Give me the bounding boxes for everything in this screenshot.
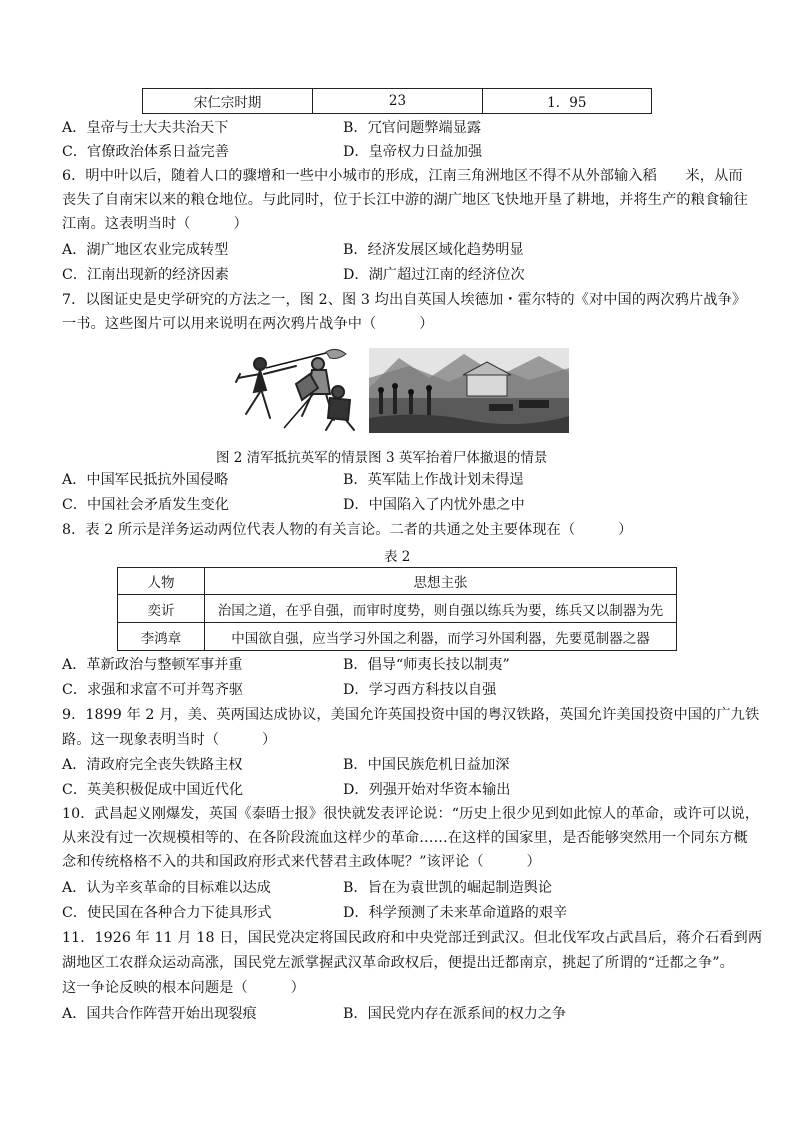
q8-option-a[interactable]: A．革新政治与整顿军事并重 <box>62 657 243 673</box>
q9-option-c[interactable]: C．英美积极促成中国近代化 <box>62 782 244 798</box>
table-cell: 奕䜣 <box>118 595 205 623</box>
q9-stem-line-2: 路。这一现象表明当时（ ） <box>62 732 277 748</box>
q11-option-b[interactable]: B．国民党内存在派系间的权力之争 <box>343 1006 567 1022</box>
q7-option-a[interactable]: A．中国军民抵抗外国侵略 <box>62 472 229 488</box>
q6-stem-line-2: 丧失了自南宋以来的粮仓地位。与此同时，位于长江中游的湖广地区飞快地开垦了耕地，并将生产的粮食输往 <box>62 192 748 208</box>
q5-option-b[interactable]: B．冗官问题弊端显露 <box>343 120 482 136</box>
table-header-cell: 思想主张 <box>205 568 677 595</box>
table-cell: 中国欲自强，应当学习外国之利器，而学习外国利器，先要觅制器之器 <box>205 623 677 651</box>
q6-option-c[interactable]: C．江南出现新的经济因素 <box>62 267 229 283</box>
q6-option-a[interactable]: A．湖广地区农业完成转型 <box>62 242 229 258</box>
q9-option-a[interactable]: A．清政府完全丧失铁路主权 <box>62 757 243 773</box>
table-header-row <box>118 568 677 595</box>
q10-option-c[interactable]: C．使民国在各种合力下徒具形式 <box>62 905 272 921</box>
q7-option-c[interactable]: C．中国社会矛盾发生变化 <box>62 497 229 513</box>
q8-option-d[interactable]: D．学习西方科技以自强 <box>343 682 497 698</box>
q11-stem-line-1: 11．1926 年 11 月 18 日，国民党决定将国民政府和中央党部迁到武汉。但北伐军攻占武昌后，蒋介石看到两 <box>62 930 763 946</box>
table-row <box>118 623 677 651</box>
q7-option-d[interactable]: D．中国陷入了内忧外患之中 <box>343 497 525 513</box>
q7-stem-line-1: 7．以图证史是史学研究的方法之一，图 2、图 3 均出自英国人埃德加・霍尔特的《对中国的两次鸦片战争》 <box>62 292 747 308</box>
table-header-cell: 人物 <box>118 568 205 595</box>
table-row <box>143 89 652 114</box>
table-cell: 宋仁宗时期 <box>143 89 313 114</box>
figure-3-retreat-engraving <box>369 348 569 433</box>
q11-stem-line-3: 这一争论反映的根本问题是（ ） <box>62 980 305 996</box>
q9-option-d[interactable]: D．列强开始对华资本输出 <box>343 782 511 798</box>
q6-stem-line-1: 6．明中叶以后，随着人口的骤增和一些中小城市的形成，江南三角洲地区不得不从外部输入稻 米，从而 <box>62 168 743 184</box>
q6-option-b[interactable]: B．经济发展区域化趋势明显 <box>343 242 524 258</box>
table-2-title: 表 2 <box>384 549 411 565</box>
q10-option-b[interactable]: B．旨在为袁世凯的崛起制造舆论 <box>343 880 553 896</box>
q5-option-a[interactable]: A．皇帝与士大夫共治天下 <box>62 120 229 136</box>
figure-2-battle-engraving <box>226 344 364 432</box>
table-row <box>118 595 677 623</box>
q6-stem-line-3: 江南。这表明当时（ ） <box>62 216 248 232</box>
q9-option-b[interactable]: B．中国民族危机日益加深 <box>343 757 510 773</box>
q11-stem-line-2: 湖地区工农群众运动高涨，国民党左派掌握武汉革命政权后，便提出迁都南京，挑起了所谓的“迁都之争”。 <box>62 955 734 971</box>
q8-option-c[interactable]: C．求强和求富不可并驾齐驱 <box>62 682 244 698</box>
q5-option-c[interactable]: C．官僚政治体系日益完善 <box>62 144 229 160</box>
table-cell: 李鸿章 <box>118 623 205 651</box>
q11-option-a[interactable]: A．国共合作阵营开始出现裂痕 <box>62 1006 257 1022</box>
q10-stem-line-3: 念和传统格格不入的共和国政府形式来代替君主政体呢？”该评论（ ） <box>62 854 541 870</box>
q10-stem-line-1: 10．武昌起义刚爆发，英国《泰晤士报》很快就发表评论说：“历史上很少见到如此惊人的革命，或许可以说， <box>62 806 760 822</box>
top-table <box>142 88 652 114</box>
q10-option-d[interactable]: D．科学预测了未来革命道路的艰辛 <box>343 905 568 921</box>
table-2 <box>117 567 677 651</box>
q7-option-b[interactable]: B．英军陆上作战计划未得逞 <box>343 472 524 488</box>
table-cell: 1．95 <box>482 89 651 114</box>
q6-option-d[interactable]: D．湖广超过江南的经济位次 <box>343 267 525 283</box>
q5-option-d[interactable]: D．皇帝权力日益加强 <box>343 144 483 160</box>
q8-option-b[interactable]: B．倡导“师夷长技以制夷” <box>343 657 510 673</box>
q10-stem-line-2: 从来没有过一次规模相等的、在各阶段流血这样少的革命……在这样的国家里，是否能够突然用一个同东方概 <box>62 830 748 846</box>
q10-option-a[interactable]: A．认为辛亥革命的目标难以达成 <box>62 880 271 896</box>
q7-stem-line-2: 一书。这些图片可以用来说明在两次鸦片战争中（ ） <box>62 316 434 332</box>
table-cell: 治国之道，在乎自强，而审时度势，则自强以练兵为要，练兵又以制器为先 <box>205 595 677 623</box>
q8-stem-line-1: 8．表 2 所示是洋务运动两位代表人物的有关言论。二者的共通之处主要体现在（ ） <box>62 522 633 538</box>
q9-stem-line-1: 9．1899 年 2 月，美、英两国达成协议，美国允许英国投资中国的粤汉铁路，英国允许美国投资中国的广九铁 <box>62 707 760 723</box>
table-cell: 23 <box>313 89 482 114</box>
figure-caption: 图 2 清军抵抗英军的情景图 3 英军抬着尸体撤退的情景 <box>216 450 548 466</box>
